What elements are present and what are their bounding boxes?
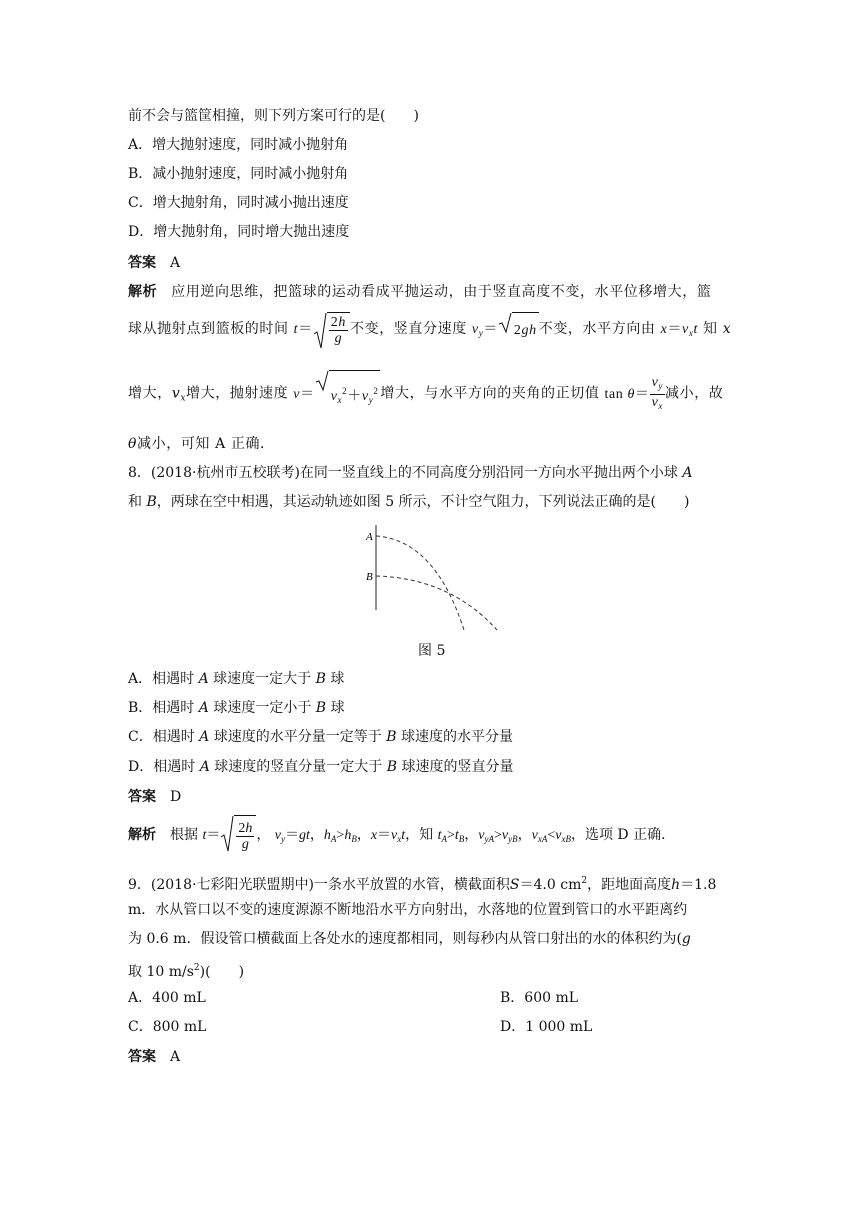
q9-answer [128,1047,738,1067]
formula-x: $x=v_xt$ [660,322,698,339]
q8-option-b: B．相遇时 A 球速度一定小于 B 球 [128,700,345,716]
formula-tan: tan θ＝ $\frac{v_y}{v_x}$ [604,375,664,411]
formula-time: t＝ $\frac{2h}{g}$ [294,322,350,337]
answer-label: 答案 [128,255,156,271]
formula-list: $v_y=gt$，$h_A>h_B$，$x=v_xt$， [274,828,420,845]
q9-option-c: C．800 mL [128,1019,207,1035]
q9-stem-line2: m．水从管口以不变的速度源源不断地沿水平方向射出，水落地的位置到管口的水平距离约 [128,902,688,918]
q7-answer [128,253,738,273]
q9-stem-line4: 取 10 $m/s^2$)( ) [128,963,245,980]
formula-v: v＝ $v_x^2+v_y^2$ [293,387,380,402]
radical-sign-icon [315,370,329,392]
q8-option-c: C．相遇时 A 球速度的水平分量一定等于 B 球速度的水平分量 [128,729,513,745]
answer-value: A [170,255,181,271]
answer-label: 答案 [128,1049,156,1065]
q9-stem-line1: 9．(2018·七彩阳光联盟期中)一条水平放置的水管，横截面积S＝4.0 $cm^2$，距地面高度h＝1.8 [128,876,717,893]
analysis-label: 解析 [128,284,158,300]
answer-label: 答案 [128,789,156,805]
q7-option-b: B．减小抛射速度，同时减小抛射角 [128,166,349,182]
radical-sign-icon [498,312,512,334]
q7-analysis-line4: θ减小，可知 A 正确． [128,436,275,452]
q9-options-row2 [128,1017,738,1037]
q8-option-d: D．相遇时 A 球速度的竖直分量一定大于 B 球速度的竖直分量 [128,759,514,775]
q7-option-a: A．增大抛射速度，同时减小抛射角 [128,137,349,153]
analysis-label: 解析 [128,827,156,844]
formula-result: $t_A>t_B$，$v_{yA}>v_{yB}$，$v_{xA}<v_{xB}$， [437,828,585,845]
q8-analysis: 解析 根据 t＝ $\frac{2h}{g}$ ， $v_y=gt$，$h_A>h_B$，$x=v_xt$，知 $t_A>t_B$，$v_{yA}>v_{yB}$，$v_{xA}<v_{xB}$，选项 D 正确． [128,815,738,861]
q8-option-a: A．相遇时 A 球速度一定大于 B 球 [128,671,345,687]
q9-options-row1 [128,988,738,1008]
q7-option-d: D．增大抛射角，同时增大抛出速度 [128,224,350,240]
q7-analysis-line1: 解析 应用逆向思维，把篮球的运动看成平抛运动，由于竖直高度不变，水平位移增大，篮 [128,284,712,300]
figure-label-a: A [366,531,373,543]
q9-option-d: D．1 000 mL [500,1019,593,1035]
trajectory-b [376,576,497,630]
q9-option-a: A．400 mL [128,990,206,1006]
answer-value: A [170,1049,181,1065]
trajectory-a [376,536,464,630]
q8-stem-line2: 和 B，两球在空中相遇，其运动轨迹如图 5 所示，不计空气阻力，下列说法正确的是( ) [128,494,690,510]
figure-label-b: B [366,571,373,583]
q7-option-c: C．增大抛射角，同时减小抛出速度 [128,195,349,211]
radical-sign-icon [220,815,234,853]
q7-analysis-line3: 增大，$v_x$增大，抛射速度 v＝ $v_x^2+v_y^2$ 增大，与水平方向的夹角的正切值 tan θ＝ $\frac{v_y}{v_x}$ 减小，故 [128,370,738,414]
q7-analysis-line2: 球从抛射点到篮板的时间 t＝ $\frac{2h}{g}$ 不变，竖直分速度 $v_y=$ 2gh 不变，水平方向由 $x=v_xt$ 知 x [128,312,738,352]
answer-value: D [170,789,182,805]
formula-vy: $v_y=$ 2gh [472,322,539,337]
q8-stem-line1: 8．(2018·杭州市五校联考)在同一竖直线上的不同高度分别沿同一方向水平抛出两个小球 A [128,465,693,481]
radical-sign-icon [313,312,327,350]
q7-stem-tail: 前不会与篮筐相撞，则下列方案可行的是( ) [128,108,419,124]
figure-caption: 图 5 [418,643,446,659]
q9-stem-line3: 为 0.6 m．假设管口横截面上各处水的速度都相同，则每秒内从管口射出的水的体积约为(g [128,931,691,947]
q8-answer [128,787,738,807]
trajectory-figure [340,520,510,640]
formula-time: t＝ $\frac{2h}{g}$ [202,828,256,843]
q9-option-b: B．600 mL [500,990,579,1006]
